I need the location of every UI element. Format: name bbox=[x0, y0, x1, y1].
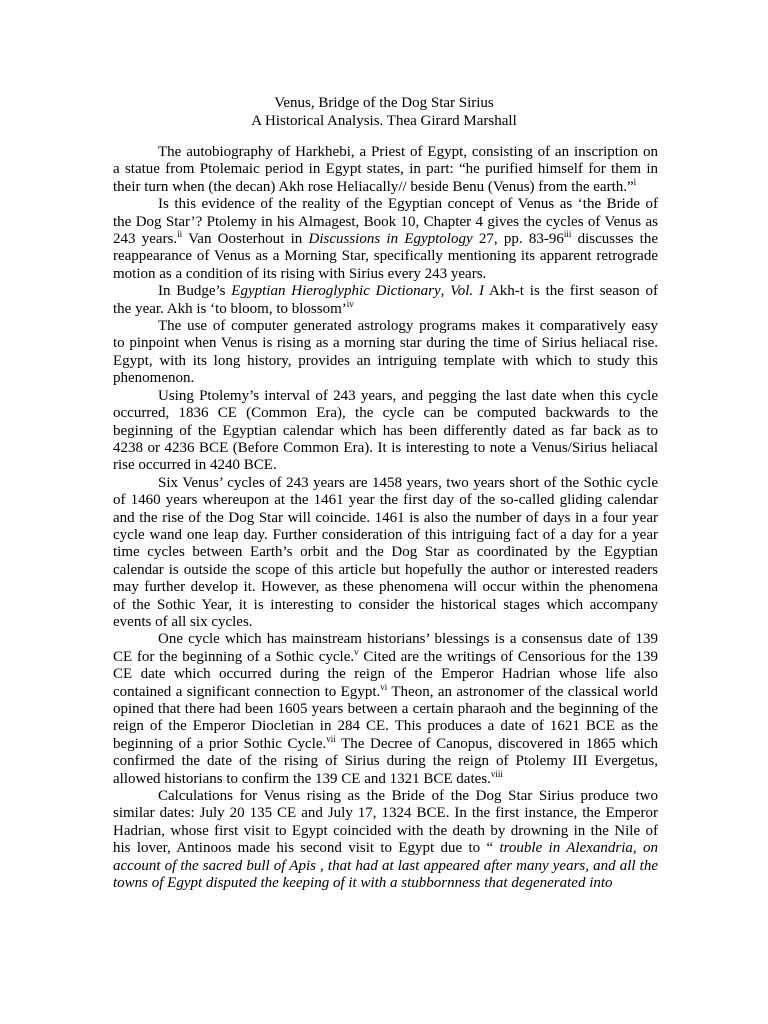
text-segment: rise occurred in 4240 BCE. bbox=[113, 457, 277, 474]
italic-text: Egyptian Hieroglyphic Dictionary bbox=[231, 283, 441, 300]
text-line bbox=[113, 176, 658, 196]
text-line bbox=[113, 544, 658, 561]
text-line bbox=[113, 718, 658, 735]
text-segment: a statue from Ptolemaic period in Egypt states, in part: “he purified himself for them in bbox=[113, 161, 658, 178]
text-line bbox=[113, 562, 658, 579]
text-segment: opined that there had been 1605 years between a certain pharaoh and the beginning of the bbox=[113, 701, 658, 717]
italic-text: account of the sacred bull of Apis , that had at last appeared after many years, and all the bbox=[113, 857, 658, 874]
text-segment: calendar is outside the scope of this article but hopefully the author or interested readers bbox=[113, 561, 658, 578]
text-segment: The Decree of Canopus, discovered in 1865 which bbox=[335, 735, 658, 752]
text-line bbox=[113, 858, 658, 875]
text-segment: contained a significant connection to Egypt. bbox=[113, 683, 381, 700]
footnote-marker: vii bbox=[326, 733, 336, 744]
text-segment: reappearance of Venus as a Morning Star, specifically mentioning its apparent retrograde bbox=[113, 248, 658, 265]
text-line bbox=[113, 423, 658, 440]
text-line bbox=[113, 283, 658, 300]
text-line bbox=[113, 805, 658, 822]
text-segment: similar dates: July 20 135 CE and July 17, 1324 BCE. In the first instance, the Emperor bbox=[113, 805, 658, 822]
text-line bbox=[113, 788, 658, 805]
text-line bbox=[113, 579, 658, 596]
text-segment: of 1460 years whereupon at the 1461 year the first day of the so-called gliding calendar bbox=[113, 492, 658, 509]
text-segment: Theon, an astronomer of the classical world bbox=[387, 683, 658, 700]
text-segment: of the Sothic Year, it is interesting to consider the historical stages which accompany bbox=[113, 596, 658, 613]
text-segment: allowed historians to confirm the 139 CE and 1321 BCE dates. bbox=[113, 770, 491, 787]
text-segment: events of all six cycles. bbox=[113, 613, 253, 630]
italic-text: Discussions in Egyptology bbox=[308, 231, 473, 248]
text-segment: Calculations for Venus rising as the Bride of the Dog Star Sirius produce two bbox=[158, 788, 658, 805]
text-line bbox=[113, 370, 658, 387]
text-line bbox=[113, 161, 658, 178]
footnote-marker: vi bbox=[380, 681, 388, 692]
text-line bbox=[113, 823, 658, 840]
text-line bbox=[113, 681, 658, 701]
text-line bbox=[113, 733, 658, 753]
document-subtitle: A Historical Analysis. Thea Girard Marshall bbox=[251, 113, 517, 129]
text-line bbox=[113, 353, 658, 370]
footnote-marker: v bbox=[354, 646, 359, 657]
text-segment: time cycles between Earth’s orbit and the Dog Star as coordinated by the Egyptian bbox=[113, 544, 658, 561]
text-line bbox=[113, 440, 658, 457]
text-segment: The autobiography of Harkhebi, a Priest of Egypt, consisting of an inscription on bbox=[158, 144, 658, 160]
text-line bbox=[113, 144, 658, 161]
text-segment: Six Venus’ cycles of 243 years are 1458 years, two years short of the Sothic cycle bbox=[158, 474, 658, 491]
text-line bbox=[113, 768, 658, 788]
text-segment: beginning of a prior Sothic Cycle. bbox=[113, 735, 327, 752]
text-segment: , bbox=[440, 283, 451, 300]
text-line bbox=[113, 248, 658, 265]
text-line bbox=[113, 753, 658, 770]
text-segment: CE date which occurred during the reign of the Emperor Hadrian whose life also bbox=[113, 666, 658, 683]
text-line bbox=[113, 298, 658, 318]
text-segment: his lover, Antinoos made his second visit to Egypt due to “ bbox=[113, 840, 500, 857]
text-segment: Van Oosterhout in bbox=[182, 231, 309, 248]
text-segment: The use of computer generated astrology programs makes it comparatively easy bbox=[158, 318, 658, 335]
text-segment: Akh-t is the first season of bbox=[483, 283, 659, 300]
text-segment: confirmed the date of the rising of Sirius during the reign of Ptolemy III Evergetus, bbox=[113, 753, 658, 770]
footnote-marker: ii bbox=[177, 229, 183, 240]
text-line bbox=[113, 457, 658, 474]
text-segment: may further develop it. However, as these phenomena will occur within the phenomena bbox=[113, 579, 658, 596]
text-line bbox=[113, 475, 658, 492]
text-line bbox=[113, 646, 658, 666]
text-segment: Using Ptolemy’s interval of 243 years, and pegging the last date when this cycle bbox=[158, 387, 658, 404]
text-line bbox=[113, 527, 658, 544]
text-segment: Hadrian, whose first visit to Egypt coincided with the death by drowning in the Nile of bbox=[113, 822, 658, 839]
text-segment: phenomenon. bbox=[113, 370, 195, 387]
text-line bbox=[113, 492, 658, 509]
footnote-marker: viii bbox=[490, 768, 503, 779]
italic-text: towns of Egypt disputed the keeping of it with a stubbornness that degenerated into bbox=[113, 875, 613, 892]
text-line bbox=[113, 318, 658, 335]
text-line bbox=[113, 597, 658, 614]
text-line bbox=[113, 266, 658, 283]
text-segment: discusses the bbox=[571, 231, 659, 248]
italic-text: trouble in Alexandria, on bbox=[499, 840, 658, 857]
text-segment: Egypt, with its long history, provides an intriguing template with which to study this bbox=[113, 352, 658, 369]
text-segment: occurred, 1836 CE (Common Era), the cycle can be computed backwards to the bbox=[113, 405, 658, 422]
text-segment: beginning of the Egyptian calendar which has been differently dated as far back as to bbox=[113, 422, 658, 439]
text-line bbox=[113, 631, 658, 648]
text-line bbox=[113, 335, 658, 352]
text-segment: 4238 or 4236 BCE (Before Common Era). It is interesting to note a Venus/Sirius heliacal bbox=[113, 439, 658, 456]
text-segment: 27, pp. 83-96 bbox=[472, 231, 564, 248]
text-segment: to pinpoint when Venus is rising as a morning star during the time of Sirius heliacal rise. bbox=[113, 335, 658, 352]
text-line bbox=[113, 196, 658, 213]
text-line bbox=[113, 405, 658, 422]
footnote-marker: iii bbox=[563, 229, 572, 240]
text-segment: and the rise of the Dog Star will coincide. 1461 is also the number of days in a four year bbox=[113, 509, 658, 526]
text-segment: motion as a condition of its rising with Sirius every 243 years. bbox=[113, 265, 487, 282]
text-segment: reign of the Emperor Diocletian in 284 CE. This produces a date of 1621 BCE as the bbox=[113, 718, 658, 735]
footnote-marker: i bbox=[633, 176, 637, 187]
document-title: Venus, Bridge of the Dog Star Sirius bbox=[274, 95, 494, 111]
text-segment: the Dog Star’? Ptolemy in his Almagest, Book 10, Chapter 4 gives the cycles of Venus as bbox=[113, 213, 658, 230]
text-segment: Cited are the writings of Censorious for the 139 bbox=[358, 648, 658, 665]
text-segment: 243 years. bbox=[113, 231, 178, 248]
text-segment: In Budge’s bbox=[158, 283, 232, 300]
text-segment: One cycle which has mainstream historians’ blessings is a consensus date of 139 bbox=[158, 631, 658, 648]
text-segment: cycle wand one leap day. Further consideration of this intriguing fact of a day for a year bbox=[113, 526, 658, 543]
text-segment: the year. Akh is ‘to bloom, to blossom’ bbox=[113, 300, 347, 317]
text-segment: Is this evidence of the reality of the Egyptian concept of Venus as ‘the Bride of bbox=[158, 196, 658, 213]
text-line bbox=[113, 510, 658, 527]
text-line bbox=[113, 840, 658, 857]
text-line bbox=[113, 388, 658, 405]
italic-text: Vol. I bbox=[450, 283, 484, 300]
footnote-marker: iv bbox=[346, 298, 354, 309]
text-line bbox=[113, 231, 658, 248]
text-segment: CE for the beginning of a Sothic cycle. bbox=[113, 648, 355, 665]
text-line bbox=[113, 614, 658, 631]
text-line bbox=[113, 701, 658, 718]
text-line bbox=[113, 875, 658, 892]
document-body bbox=[113, 144, 658, 892]
text-segment: their turn when (the decan) Akh rose Heliacally// beside Benu (Venus) from the earth.” bbox=[113, 178, 634, 195]
text-line bbox=[113, 214, 658, 231]
